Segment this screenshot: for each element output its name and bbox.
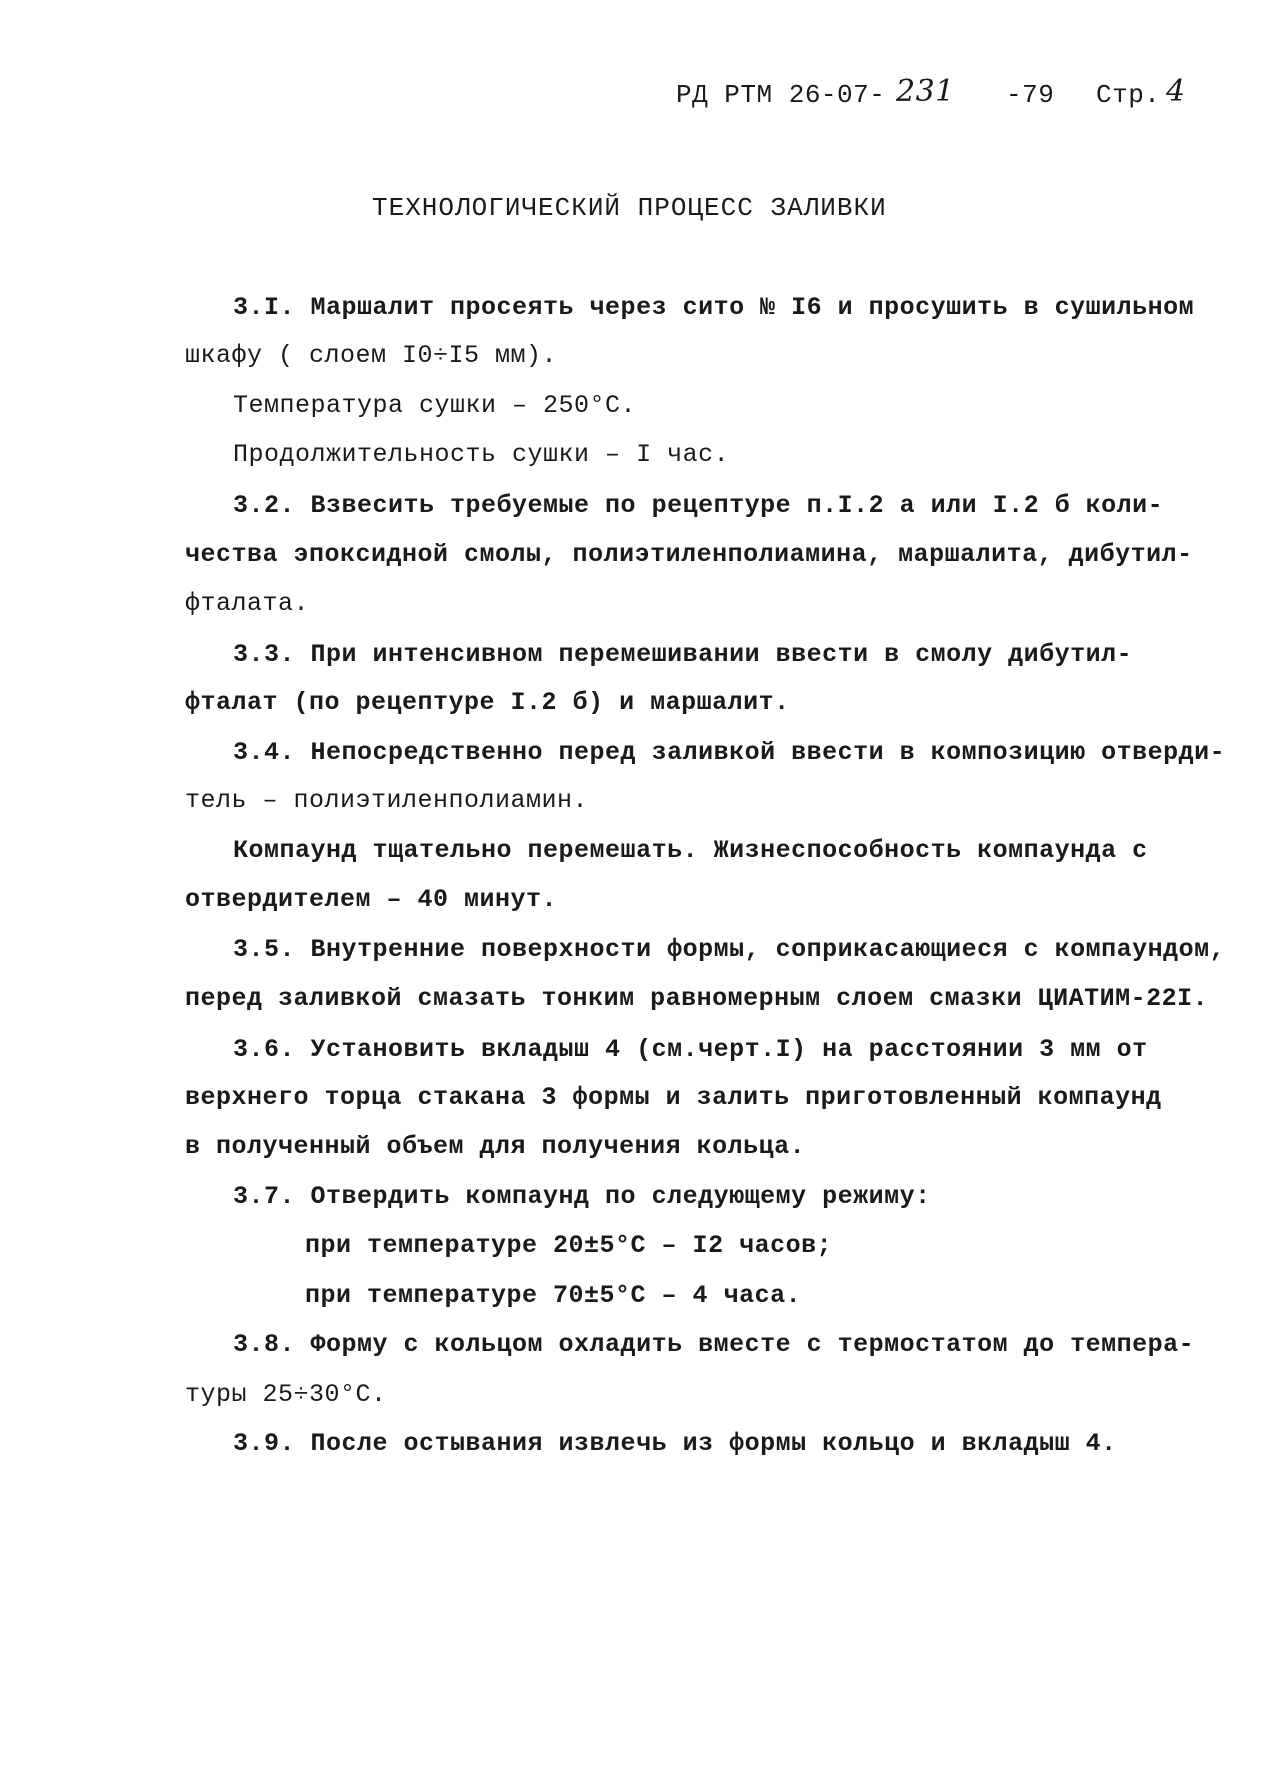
page-number-handwritten: 4 — [1166, 74, 1186, 109]
line-3-4-cont: тель – полиэтиленполиамин. — [185, 786, 589, 815]
line-3-6-end: в полученный объем для получения кольца. — [185, 1132, 806, 1161]
line-3-9: 3.9. После остывания извлечь из формы кольцо и вкладыш 4. — [233, 1429, 1117, 1458]
line-cure-mode-2: при температуре 70±5°С – 4 часа. — [305, 1281, 802, 1310]
line-3-7: 3.7. Отвердить компаунд по следующему режиму: — [233, 1182, 931, 1211]
line-3-5: 3.5. Внутренние поверхности формы, соприкасающиеся с компаундом, — [233, 935, 1226, 964]
line-drying-temperature: Температура сушки – 250°С. — [233, 391, 637, 420]
line-3-2: 3.2. Взвесить требуемые по рецептуре п.I.2 а или I.2 б коли- — [233, 491, 1164, 520]
line-3-2-end: фталата. — [185, 589, 310, 618]
line-pot-life: отвердителем – 40 минут. — [185, 885, 558, 914]
line-3-6: 3.6. Установить вкладыш 4 (см.черт.I) на расстоянии 3 мм от — [233, 1035, 1148, 1064]
document-number-handwritten: 231 — [896, 74, 955, 109]
line-3-1: 3.I. Маршалит просеять через сито № I6 и просушить в сушильном — [233, 293, 1195, 322]
line-drying-duration: Продолжительность сушки – I час. — [233, 440, 730, 469]
line-3-2-cont: чества эпоксидной смолы, полиэтиленполиамина, маршалита, дибутил- — [185, 540, 1193, 569]
line-3-4: 3.4. Непосредственно перед заливкой ввести в композицию отверди- — [233, 738, 1226, 767]
line-cure-mode-1: при температуре 20±5°С – I2 часов; — [305, 1231, 833, 1260]
line-3-6-cont: верхнего торца стакана 3 формы и залить приготовленный компаунд — [185, 1083, 1162, 1112]
document-code: РД РТМ 26-07- — [676, 80, 886, 110]
line-3-8: 3.8. Форму с кольцом охладить вместе с термостатом до темпера- — [233, 1330, 1195, 1359]
document-year: -79 — [1006, 80, 1055, 110]
line-3-3: 3.3. При интенсивном перемешивании ввести в смолу дибутил- — [233, 640, 1133, 669]
page-label: Стр. — [1096, 80, 1161, 110]
line-3-5-cont: перед заливкой смазать тонким равномерным слоем смазки ЦИАТИМ-22I. — [185, 984, 1209, 1013]
line-3-3-cont: фталат (по рецептуре I.2 б) и маршалит. — [185, 688, 790, 717]
section-title: ТЕХНОЛОГИЧЕСКИЙ ПРОЦЕСС ЗАЛИВКИ — [372, 193, 887, 223]
line-mixing: Компаунд тщательно перемешать. Жизнеспособность компаунда с — [233, 836, 1148, 865]
line-3-1-cont: шкафу ( слоем I0÷I5 мм). — [185, 341, 558, 370]
line-3-8-cont: туры 25÷30°С. — [185, 1380, 387, 1409]
document-header — [676, 74, 1196, 120]
